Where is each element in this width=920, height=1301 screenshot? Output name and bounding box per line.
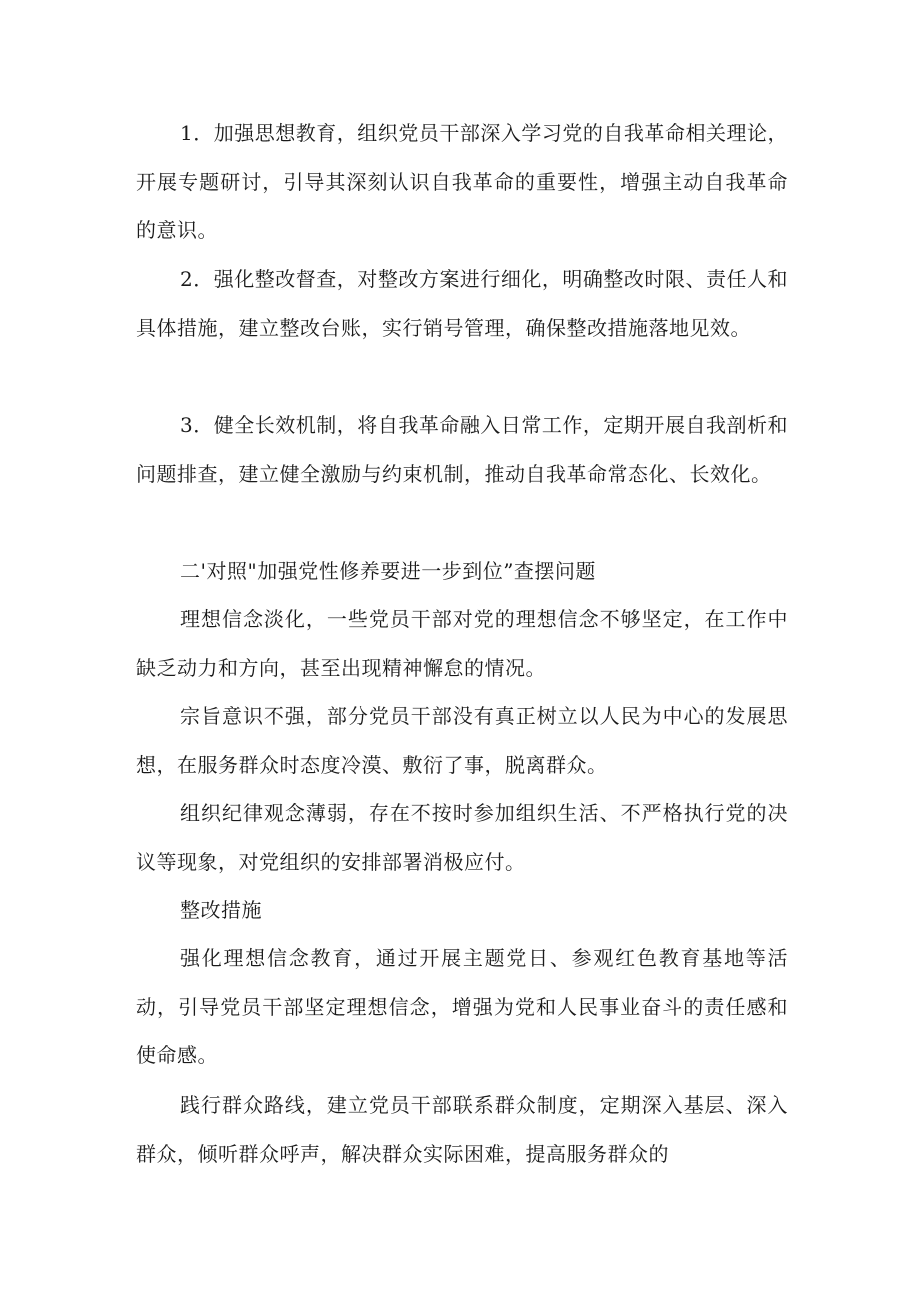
subheading-rectification: 整改措施 bbox=[180, 898, 262, 922]
measure-item-1: 1．加强思想教育，组织党员干部深入学习党的自我革命相关理论，开展专题研讨，引导其深刻认识自我革命的重要性，增强主动自我革命的意识。 bbox=[136, 121, 788, 242]
rectification-paragraph-1: 强化理想信念教育，通过开展主题党日、参观红色教育基地等活动，引导党员干部坚定理想信念，增强为党和人民事业奋斗的责任感和使命感。 bbox=[136, 946, 788, 1067]
section-heading: 二'对照"加强党性修养要进一步到位”查摆问题 bbox=[180, 559, 596, 583]
problem-paragraph-3: 组织纪律观念薄弱，存在不按时参加组织生活、不严格执行党的决议等现象，对党组织的安排部署消极应付。 bbox=[136, 801, 788, 874]
measure-item-3: 3．健全长效机制，将自我革命融入日常工作，定期开展自我剖析和问题排查，建立健全激励与约束机制，推动自我革命常态化、长效化。 bbox=[136, 413, 788, 486]
measure-item-2: 2．强化整改督查，对整改方案进行细化，明确整改时限、责任人和具体措施，建立整改台账，实行销号管理，确保整改措施落地见效。 bbox=[136, 267, 788, 340]
rectification-paragraph-2: 践行群众路线，建立党员干部联系群众制度，定期深入基层、深入群众，倾听群众呼声，解决群众实际困难，提高服务群众的 bbox=[136, 1093, 788, 1166]
problem-paragraph-2: 宗旨意识不强，部分党员干部没有真正树立以人民为中心的发展思想，在服务群众时态度冷漠、敷衍了事，脱离群众。 bbox=[136, 704, 788, 777]
problem-paragraph-1: 理想信念淡化，一些党员干部对党的理想信念不够坚定，在工作中缺乏动力和方向，甚至出现精神懈怠的情况。 bbox=[136, 607, 788, 680]
